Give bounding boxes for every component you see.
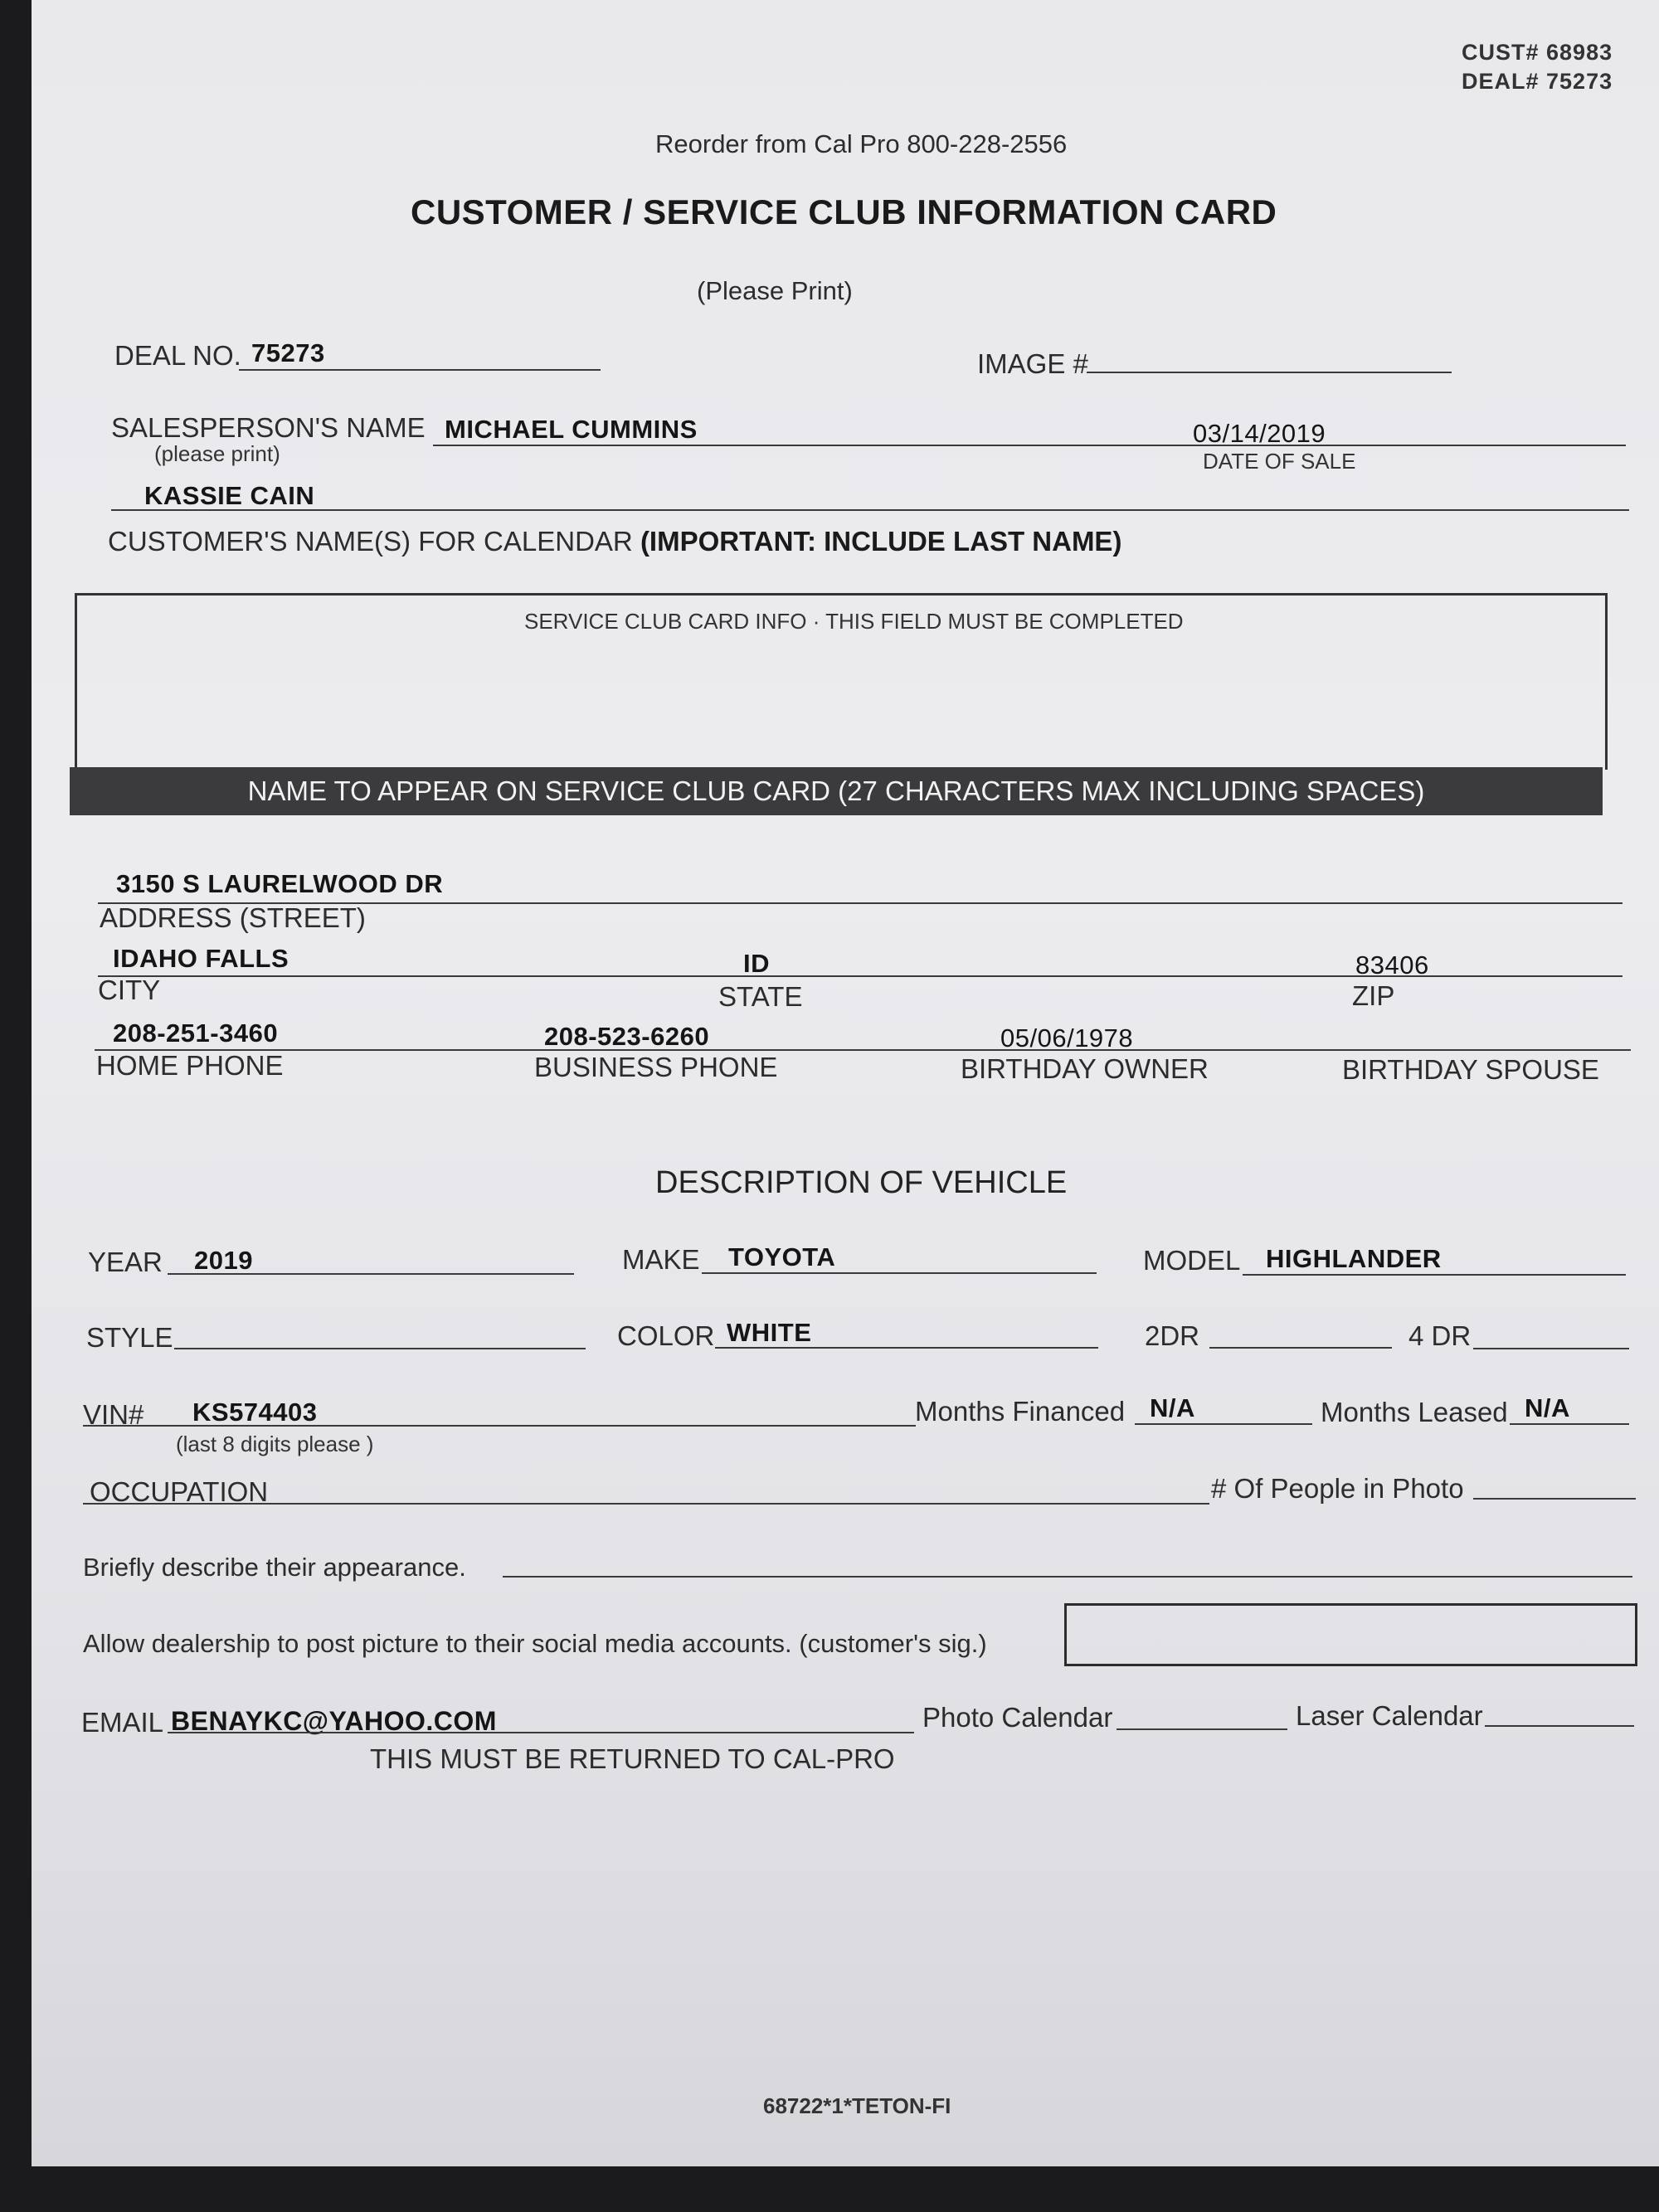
model-value[interactable]: HIGHLANDER	[1266, 1244, 1442, 1273]
city-value[interactable]: IDAHO FALLS	[113, 944, 289, 973]
vin-value[interactable]: KS574403	[192, 1398, 318, 1427]
zip-value[interactable]: 83406	[1355, 950, 1429, 980]
deal-no-line	[239, 369, 601, 371]
service-club-header: SERVICE CLUB CARD INFO · THIS FIELD MUST BE COMPLETED	[524, 609, 1184, 634]
months-financed-label: Months Financed	[915, 1396, 1126, 1427]
year-label: YEAR	[88, 1247, 163, 1277]
street-value[interactable]: 3150 S LAURELWOOD DR	[116, 869, 444, 898]
salesperson-label: SALESPERSON'S NAME	[111, 412, 426, 443]
four-door-label: 4 DR	[1408, 1320, 1472, 1351]
color-label: COLOR	[617, 1320, 715, 1351]
date-of-sale-label: DATE OF SALE	[1203, 449, 1356, 474]
state-label: STATE	[718, 981, 803, 1012]
salesperson-value[interactable]: MICHAEL CUMMINS	[445, 415, 698, 444]
customer-name-label-important: (IMPORTANT: INCLUDE LAST NAME)	[640, 526, 1122, 557]
customer-name-value[interactable]: KASSIE CAIN	[144, 481, 315, 510]
email-label: EMAIL	[81, 1707, 164, 1738]
model-label: MODEL	[1143, 1245, 1241, 1276]
business-phone-label: BUSINESS PHONE	[534, 1052, 778, 1082]
city-line	[98, 975, 1623, 977]
vin-label: VIN#	[83, 1399, 144, 1430]
make-line	[702, 1272, 1097, 1274]
vin-line	[83, 1425, 916, 1427]
deal-number-corner: DEAL# 75273	[1462, 69, 1613, 94]
photo-calendar-label: Photo Calendar	[922, 1702, 1113, 1733]
months-leased-line	[1510, 1423, 1629, 1425]
year-value[interactable]: 2019	[194, 1246, 253, 1275]
date-of-sale-value[interactable]: 03/14/2019	[1193, 419, 1326, 448]
phone-line	[95, 1049, 1631, 1051]
cust-number: CUST# 68983	[1462, 40, 1613, 65]
make-label: MAKE	[622, 1244, 700, 1275]
occupation-label: OCCUPATION	[90, 1476, 269, 1507]
two-door-line[interactable]	[1209, 1347, 1392, 1349]
business-phone-value[interactable]: 208-523-6260	[544, 1022, 710, 1051]
customer-name-label-text: CUSTOMER'S NAME(S) FOR CALENDAR	[108, 526, 633, 557]
occupation-line[interactable]	[83, 1503, 1209, 1505]
reorder-text: Reorder from Cal Pro 800-228-2556	[655, 129, 1068, 158]
birthday-spouse-label: BIRTHDAY SPOUSE	[1342, 1054, 1599, 1085]
people-in-photo-label: # Of People in Photo	[1211, 1473, 1464, 1504]
service-club-footer-text: NAME TO APPEAR ON SERVICE CLUB CARD (27 CHARACTERS MAX INCLUDING SPACES)	[247, 775, 1425, 806]
year-line	[168, 1273, 574, 1275]
four-door-line[interactable]	[1473, 1348, 1629, 1349]
color-value[interactable]: WHITE	[727, 1318, 812, 1347]
vin-note: (last 8 digits please )	[176, 1432, 374, 1456]
service-club-footer-bar	[70, 767, 1603, 815]
deal-no-value[interactable]: 75273	[251, 338, 325, 367]
make-value[interactable]: TOYOTA	[728, 1242, 836, 1271]
salesperson-line	[433, 445, 1626, 446]
months-leased-label: Months Leased	[1321, 1397, 1508, 1427]
months-financed-line	[1135, 1423, 1312, 1425]
style-line	[174, 1348, 586, 1349]
customer-signature-box[interactable]	[1064, 1603, 1637, 1666]
laser-calendar-line[interactable]	[1485, 1725, 1634, 1727]
laser-calendar-label: Laser Calendar	[1296, 1700, 1483, 1731]
two-door-label: 2DR	[1145, 1320, 1200, 1351]
color-line	[715, 1347, 1098, 1349]
email-value[interactable]: BENAYKC@YAHOO.COM	[171, 1706, 497, 1736]
deal-no-label: DEAL NO.	[114, 340, 241, 371]
customer-name-label	[108, 526, 1121, 557]
birthday-owner-label: BIRTHDAY OWNER	[961, 1053, 1209, 1084]
return-note: THIS MUST BE RETURNED TO CAL-PRO	[370, 1743, 895, 1774]
style-label: STYLE	[86, 1322, 173, 1353]
salesperson-sublabel: (please print)	[154, 441, 280, 466]
zip-label: ZIP	[1352, 980, 1395, 1011]
customer-name-line	[111, 509, 1629, 511]
footer-code: 68722*1*TETON-FI	[763, 2093, 951, 2118]
please-print-note: (Please Print)	[697, 276, 853, 305]
months-leased-value[interactable]: N/A	[1525, 1393, 1570, 1422]
image-line	[1087, 372, 1452, 373]
form-title: CUSTOMER / SERVICE CLUB INFORMATION CARD	[411, 192, 1277, 231]
people-in-photo-line[interactable]	[1473, 1498, 1636, 1500]
social-media-label: Allow dealership to post picture to their social media accounts. (customer's sig.)	[83, 1629, 987, 1658]
home-phone-label: HOME PHONE	[96, 1050, 284, 1081]
home-phone-value[interactable]: 208-251-3460	[113, 1018, 279, 1048]
street-label: ADDRESS (STREET)	[100, 902, 366, 933]
model-line	[1243, 1274, 1626, 1276]
email-line	[168, 1732, 914, 1733]
image-label: IMAGE #	[977, 348, 1088, 379]
vehicle-section-title: DESCRIPTION OF VEHICLE	[655, 1165, 1068, 1200]
state-value[interactable]: ID	[743, 949, 770, 978]
appearance-line[interactable]	[503, 1576, 1632, 1578]
months-financed-value[interactable]: N/A	[1150, 1393, 1195, 1422]
birthday-owner-value[interactable]: 05/06/1978	[1000, 1023, 1134, 1053]
photo-calendar-line[interactable]	[1117, 1728, 1287, 1730]
appearance-label: Briefly describe their appearance.	[83, 1553, 466, 1582]
city-label: CITY	[98, 975, 161, 1005]
